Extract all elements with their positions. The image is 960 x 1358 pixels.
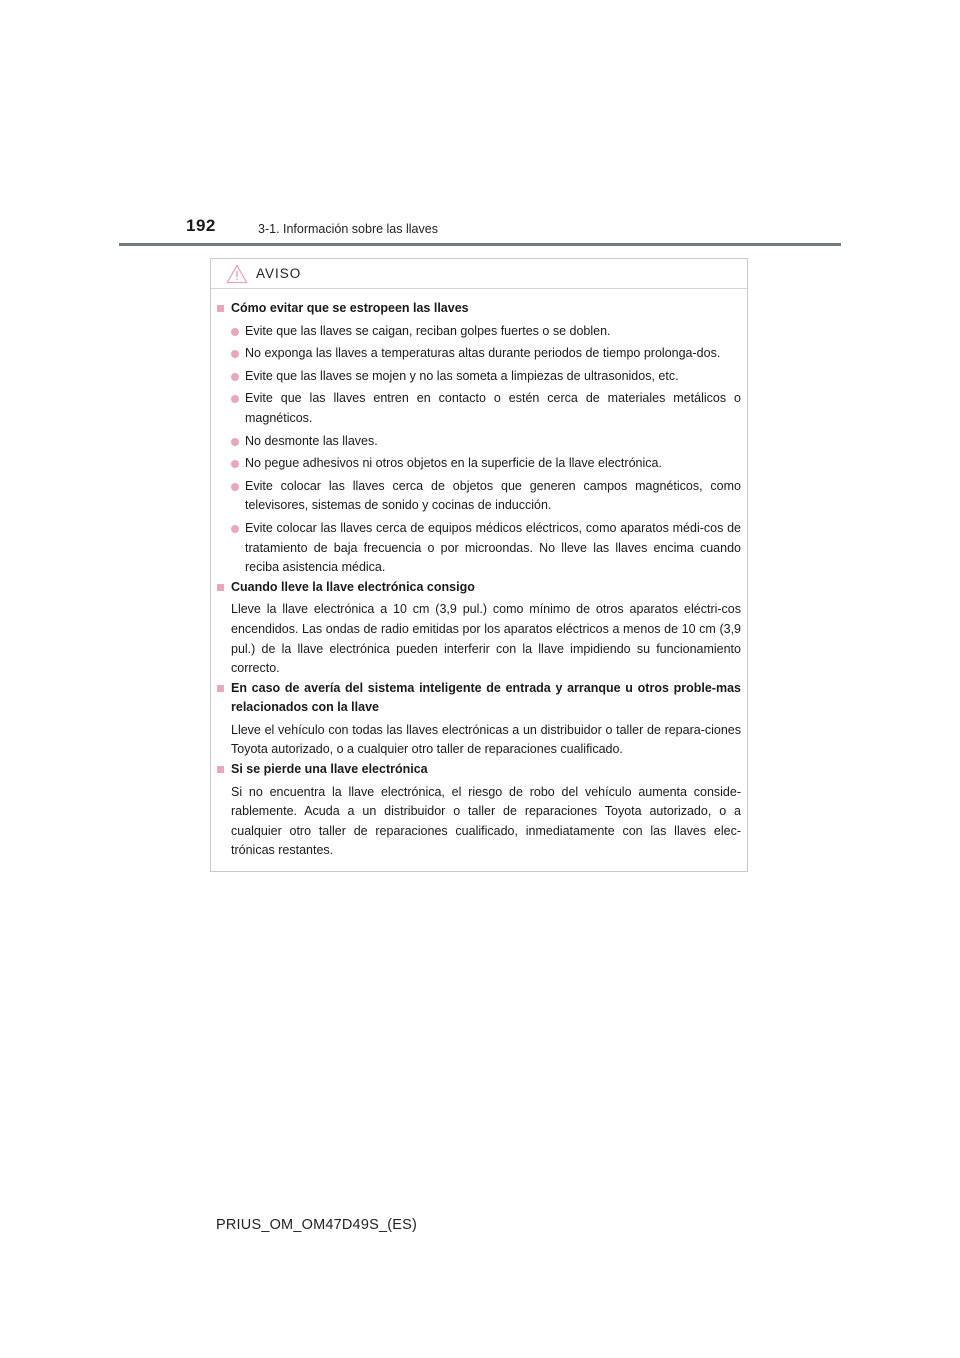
list-item: No pegue adhesivos ni otros objetos en la superficie de la llave electrónica. bbox=[231, 454, 741, 474]
header-rule bbox=[119, 243, 841, 246]
section-paragraph: Si no encuentra la llave electrónica, el riesgo de robo del vehículo aumenta conside-rablemente. Acuda a un distribuidor o taller de reparaciones Toyota autorizado, o a cualquier otro taller de reparaciones cualificado, inmediatamente con las llaves elec-trónicas restantes. bbox=[231, 784, 741, 858]
circle-bullet-icon bbox=[231, 438, 239, 446]
square-bullet-icon bbox=[217, 685, 224, 692]
section-heading: Cómo evitar que se estropeen las llaves bbox=[217, 299, 741, 319]
circle-bullet-icon bbox=[231, 483, 239, 491]
document-code: PRIUS_OM_OM47D49S_(ES) bbox=[216, 1217, 418, 1233]
circle-bullet-icon bbox=[231, 395, 239, 403]
circle-bullet-icon bbox=[231, 460, 239, 468]
section-lost-key bbox=[217, 760, 741, 861]
page-number: 192 bbox=[186, 216, 216, 235]
list-item: No exponga las llaves a temperaturas altas durante periodos de tiempo prolonga-dos. bbox=[231, 344, 741, 364]
list-item: Evite que las llaves entren en contacto o estén cerca de materiales metálicos o magnéticos. bbox=[231, 389, 741, 428]
section-malfunction bbox=[217, 679, 741, 760]
section-heading: En caso de avería del sistema inteligente de entrada y arranque u otros proble-mas relacionados con la llave bbox=[217, 679, 741, 718]
circle-bullet-icon bbox=[231, 350, 239, 358]
warning-box bbox=[210, 258, 748, 872]
warning-triangle-icon bbox=[226, 264, 248, 284]
section-paragraph: Lleve la llave electrónica a 10 cm (3,9 pul.) como mínimo de otros aparatos eléctri-cos encendidos. Las ondas de radio emitidas por los aparatos eléctricos a menos de 10 cm (3,9 pul.) de la llave electrónica pueden interferir con la llave impidiendo su funcionamiento correcto. bbox=[231, 602, 741, 676]
circle-bullet-icon bbox=[231, 328, 239, 336]
circle-bullet-icon bbox=[231, 373, 239, 381]
list-item: Evite que las llaves se caigan, reciban golpes fuertes o se doblen. bbox=[231, 322, 741, 342]
circle-bullet-icon bbox=[231, 525, 239, 533]
list-item: Evite colocar las llaves cerca de objetos que generen campos magnéticos, como televisores, sistemas de sonido y cocinas de inducción. bbox=[231, 477, 741, 516]
warning-content bbox=[211, 289, 747, 861]
square-bullet-icon bbox=[217, 584, 224, 591]
section-paragraph: Lleve el vehículo con todas las llaves electrónicas a un distribuidor o taller de repara-ciones Toyota autorizado, o a cualquier otro taller de reparaciones cualificado. bbox=[231, 722, 741, 757]
section-carry bbox=[217, 578, 741, 679]
section-care bbox=[217, 299, 741, 578]
section-heading: Cuando lleve la llave electrónica consigo bbox=[217, 578, 741, 598]
warning-label: AVISO bbox=[256, 266, 302, 281]
warning-header bbox=[211, 259, 747, 289]
list-item: Evite colocar las llaves cerca de equipos médicos eléctricos, como aparatos médi-cos de tratamiento de baja frecuencia o por microondas. No lleve las llaves encima cuando reciba asistencia médica. bbox=[231, 519, 741, 578]
section-title: 3-1. Información sobre las llaves bbox=[258, 222, 438, 236]
square-bullet-icon bbox=[217, 766, 224, 773]
section-heading: Si se pierde una llave electrónica bbox=[217, 760, 741, 780]
list-item: No desmonte las llaves. bbox=[231, 432, 741, 452]
square-bullet-icon bbox=[217, 305, 224, 312]
list-item: Evite que las llaves se mojen y no las someta a limpiezas de ultrasonidos, etc. bbox=[231, 367, 741, 387]
bullet-list bbox=[217, 322, 741, 578]
